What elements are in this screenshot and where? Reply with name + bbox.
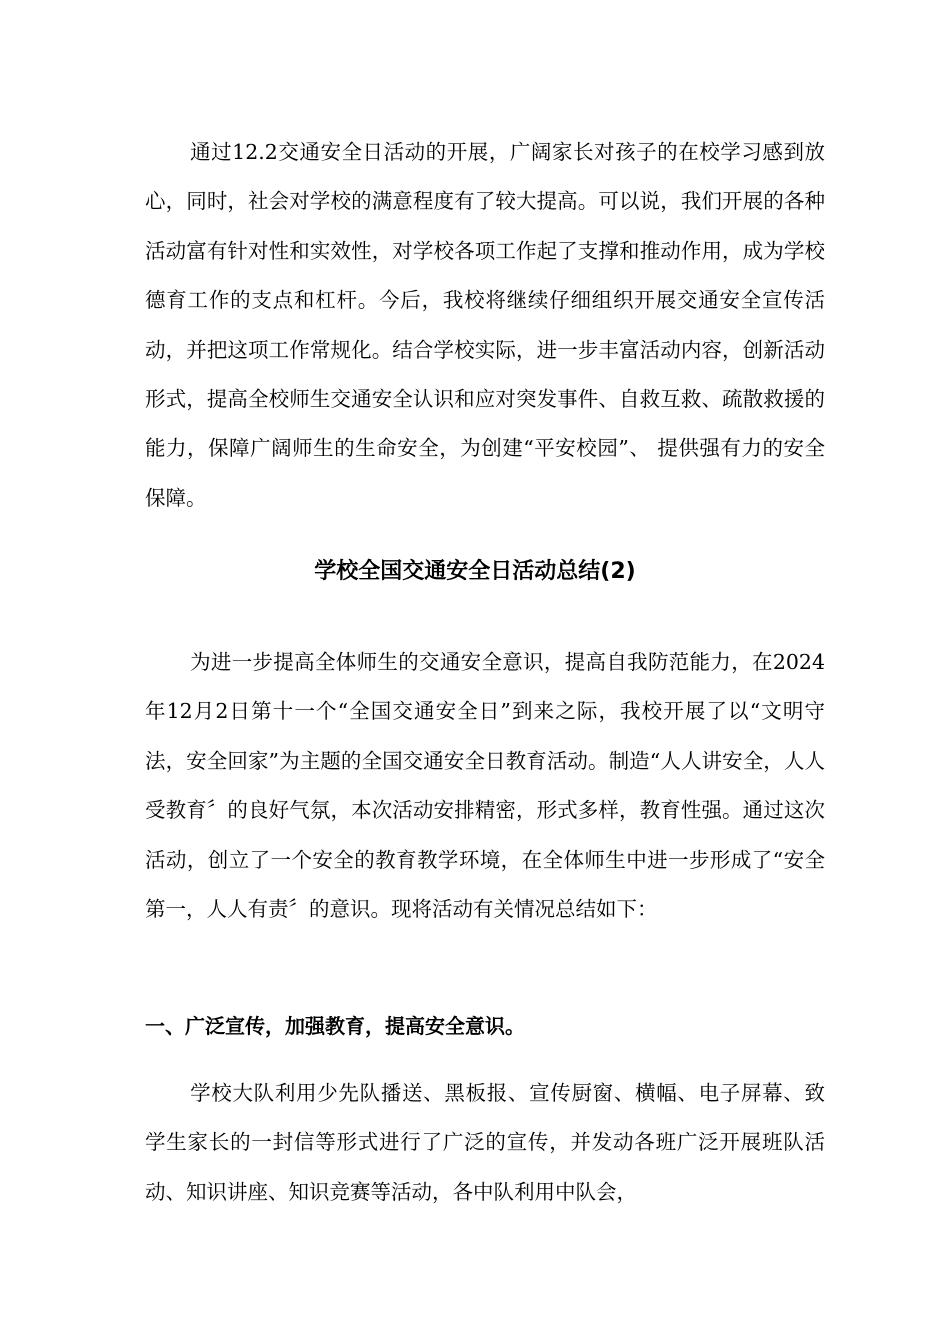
section-heading-1: 一、广泛宣传，加强教育，提高安全意识。: [145, 1014, 525, 1038]
paragraph-conclusion: 通过12.2交通安全日活动的开展，广阔家长对孩子的在校学习感到放心，同时，社会对学校的满意程度有了较大提高。可以说，我们开展的各种活动富有针对性和实效性，对学校各项工作起了支撑和推动作用，成为学校德育工作的支点和杠杆。今后，我校将继续仔细组织开展交通安全宣传活动，并把这项工作常规化。结合学校实际，进一步丰富活动内容，创新活动形式，提高全校师生交通安全认识和应对突发事件、自救互救、疏散救援的能力，保障广阔师生的生命安全，为创建“平安校园”、 提供强有力的安全保障。: [145, 140, 825, 510]
paragraph-introduction: 为进一步提高全体师生的交通安全意识，提高自我防范能力，在2024年12月2日第十一个“全国交通安全日”到来之际，我校开展了以“文明守法，安全回家”为主题的全国交通安全日教育活动。制造“人人讲安全，人人受教育〞的良好气氛，本次活动安排精密，形式多样，教育性强。通过这次活动，创立了一个安全的教育教学环境，在全体师生中进一步形成了“安全第一，人人有责〞的意识。现将活动有关情况总结如下：: [145, 650, 825, 922]
section-title: 学校全国交通安全日活动总结(2): [314, 559, 636, 584]
paragraph-publicity: 学校大队利用少先队播送、黑板报、宣传厨窗、横幅、电子屏幕、致学生家长的一封信等形式进行了广泛的宣传，并发动各班广泛开展班队活动、知识讲座、知识竞赛等活动，各中队利用中队会，: [145, 1081, 825, 1204]
